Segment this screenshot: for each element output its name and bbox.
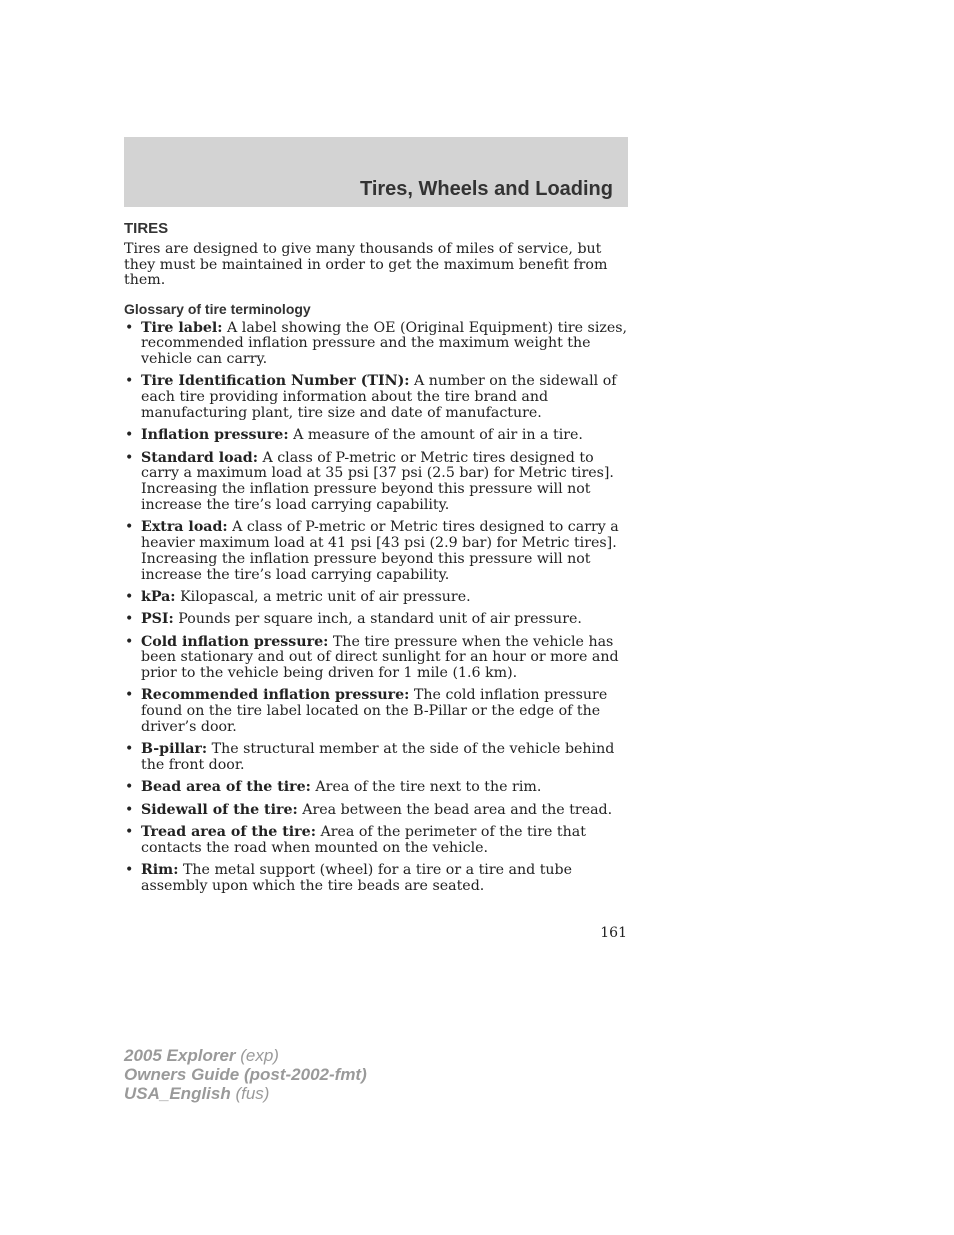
chapter-header-band [124, 137, 628, 207]
bullet-icon: • [125, 824, 134, 841]
bullet-icon: • [125, 779, 134, 796]
glossary-item [124, 635, 630, 682]
glossary-term: Tire label: [141, 319, 223, 336]
glossary-term: Cold inflation pressure: [141, 633, 329, 650]
glossary-definition: Pounds per square inch, a standard unit of air pressure. [173, 611, 582, 628]
glossary-item [124, 321, 630, 368]
footer-line-guide [124, 1065, 367, 1084]
glossary-definition: The metal support (wheel) for a tire or a tire and tube assembly upon which the tire beads are seated. [141, 862, 573, 894]
footer-line-language [124, 1084, 367, 1103]
glossary-item [124, 780, 630, 796]
glossary-item [124, 590, 630, 606]
glossary-term: Recommended inflation pressure: [141, 687, 410, 704]
footer-language-code: (fus) [230, 1084, 270, 1103]
footer-model-code: (exp) [235, 1046, 279, 1065]
glossary-item [124, 688, 630, 735]
glossary-item [124, 803, 630, 819]
glossary-term: Inflation pressure: [141, 427, 289, 444]
glossary-definition: The cold inflation pressure found on the tire label located on the B-Pillar or the edge of the driver’s door. [141, 687, 608, 736]
glossary-term: kPa: [141, 588, 176, 605]
section-title: TIRES [124, 220, 169, 237]
section-intro: Tires are designed to give many thousands of miles of service, but they must be maintained in order to get the maximum benefit from them. [124, 241, 608, 288]
glossary-item [124, 742, 630, 774]
glossary-definition: A measure of the amount of air in a tire. [288, 427, 583, 444]
glossary-definition: A class of P-metric or Metric tires designed to carry a maximum load at 35 psi [37 psi (2.5 bar) for Metric tires]. Increasing the inflation pressure beyond this pressure will not increase the tire’s load carrying capability. [141, 449, 614, 513]
glossary-item [124, 374, 630, 421]
glossary-term: Tire Identification Number (TIN): [141, 373, 410, 390]
page-content [124, 220, 630, 901]
glossary-term: Extra load: [141, 519, 228, 536]
glossary-term: B-pillar: [141, 741, 208, 758]
glossary-definition: The structural member at the side of the vehicle behind the front door. [141, 741, 615, 774]
bullet-icon: • [125, 801, 134, 818]
glossary-definition: The tire pressure when the vehicle has been stationary and out of direct sunlight for an hour or more and prior to the vehicle being driven for 1 mile (1.6 km). [141, 633, 619, 682]
chapter-title: Tires, Wheels and Loading [359, 178, 613, 200]
glossary-term: Bead area of the tire: [141, 779, 311, 796]
glossary-definition: Area between the bead area and the tread. [297, 801, 613, 818]
bullet-icon: • [125, 373, 134, 390]
bullet-icon: • [125, 687, 134, 704]
glossary-term: PSI: [141, 611, 174, 628]
bullet-icon: • [125, 519, 134, 536]
glossary-definition: Area of the perimeter of the tire that contacts the road when mounted on the vehicle. [141, 824, 586, 856]
bullet-icon: • [125, 319, 134, 336]
bullet-icon: • [125, 611, 134, 628]
glossary-item [124, 428, 630, 444]
glossary-item [124, 451, 630, 514]
glossary-title: Glossary of tire terminology [124, 300, 311, 317]
glossary-item [124, 825, 630, 857]
glossary-term: Standard load: [141, 449, 258, 466]
glossary-definition: Area of the tire next to the rim. [310, 779, 542, 796]
bullet-icon: • [125, 633, 134, 650]
glossary-definition: A label showing the OE (Original Equipment) tire sizes, recommended inflation pressure and the maximum weight the vehicle can carry. [141, 319, 628, 368]
glossary-item [124, 612, 630, 628]
glossary-term: Sidewall of the tire: [141, 801, 298, 818]
page-number: 161 [600, 925, 627, 941]
bullet-icon: • [125, 862, 134, 879]
footer-language: USA_English [124, 1084, 231, 1103]
glossary-item [124, 520, 630, 583]
bullet-icon: • [125, 449, 134, 466]
glossary-definition: A number on the sidewall of each tire providing information about the tire brand and manufacturing plant, tire size and date of manufacture. [141, 373, 617, 421]
glossary-term: Tread area of the tire: [141, 824, 316, 841]
bullet-icon: • [125, 741, 134, 758]
footer-guide: Owners Guide (post-2002-fmt) [124, 1065, 367, 1084]
footer-line-model [124, 1046, 367, 1065]
bullet-icon: • [125, 427, 134, 444]
footer-model: 2005 Explorer [124, 1046, 236, 1065]
glossary-list [124, 321, 630, 895]
glossary-definition: A class of P-metric or Metric tires designed to carry a heavier maximum load at 41 psi [43 psi (2.9 bar) for Metric tires]. Increasing the inflation pressure beyond this pressure will not increase the tire’s load carrying capability. [141, 519, 619, 583]
glossary-definition: Kilopascal, a metric unit of air pressure. [175, 588, 471, 605]
document-footer [124, 1046, 367, 1103]
bullet-icon: • [125, 588, 134, 605]
glossary-item [124, 863, 630, 895]
glossary-term: Rim: [141, 862, 179, 879]
